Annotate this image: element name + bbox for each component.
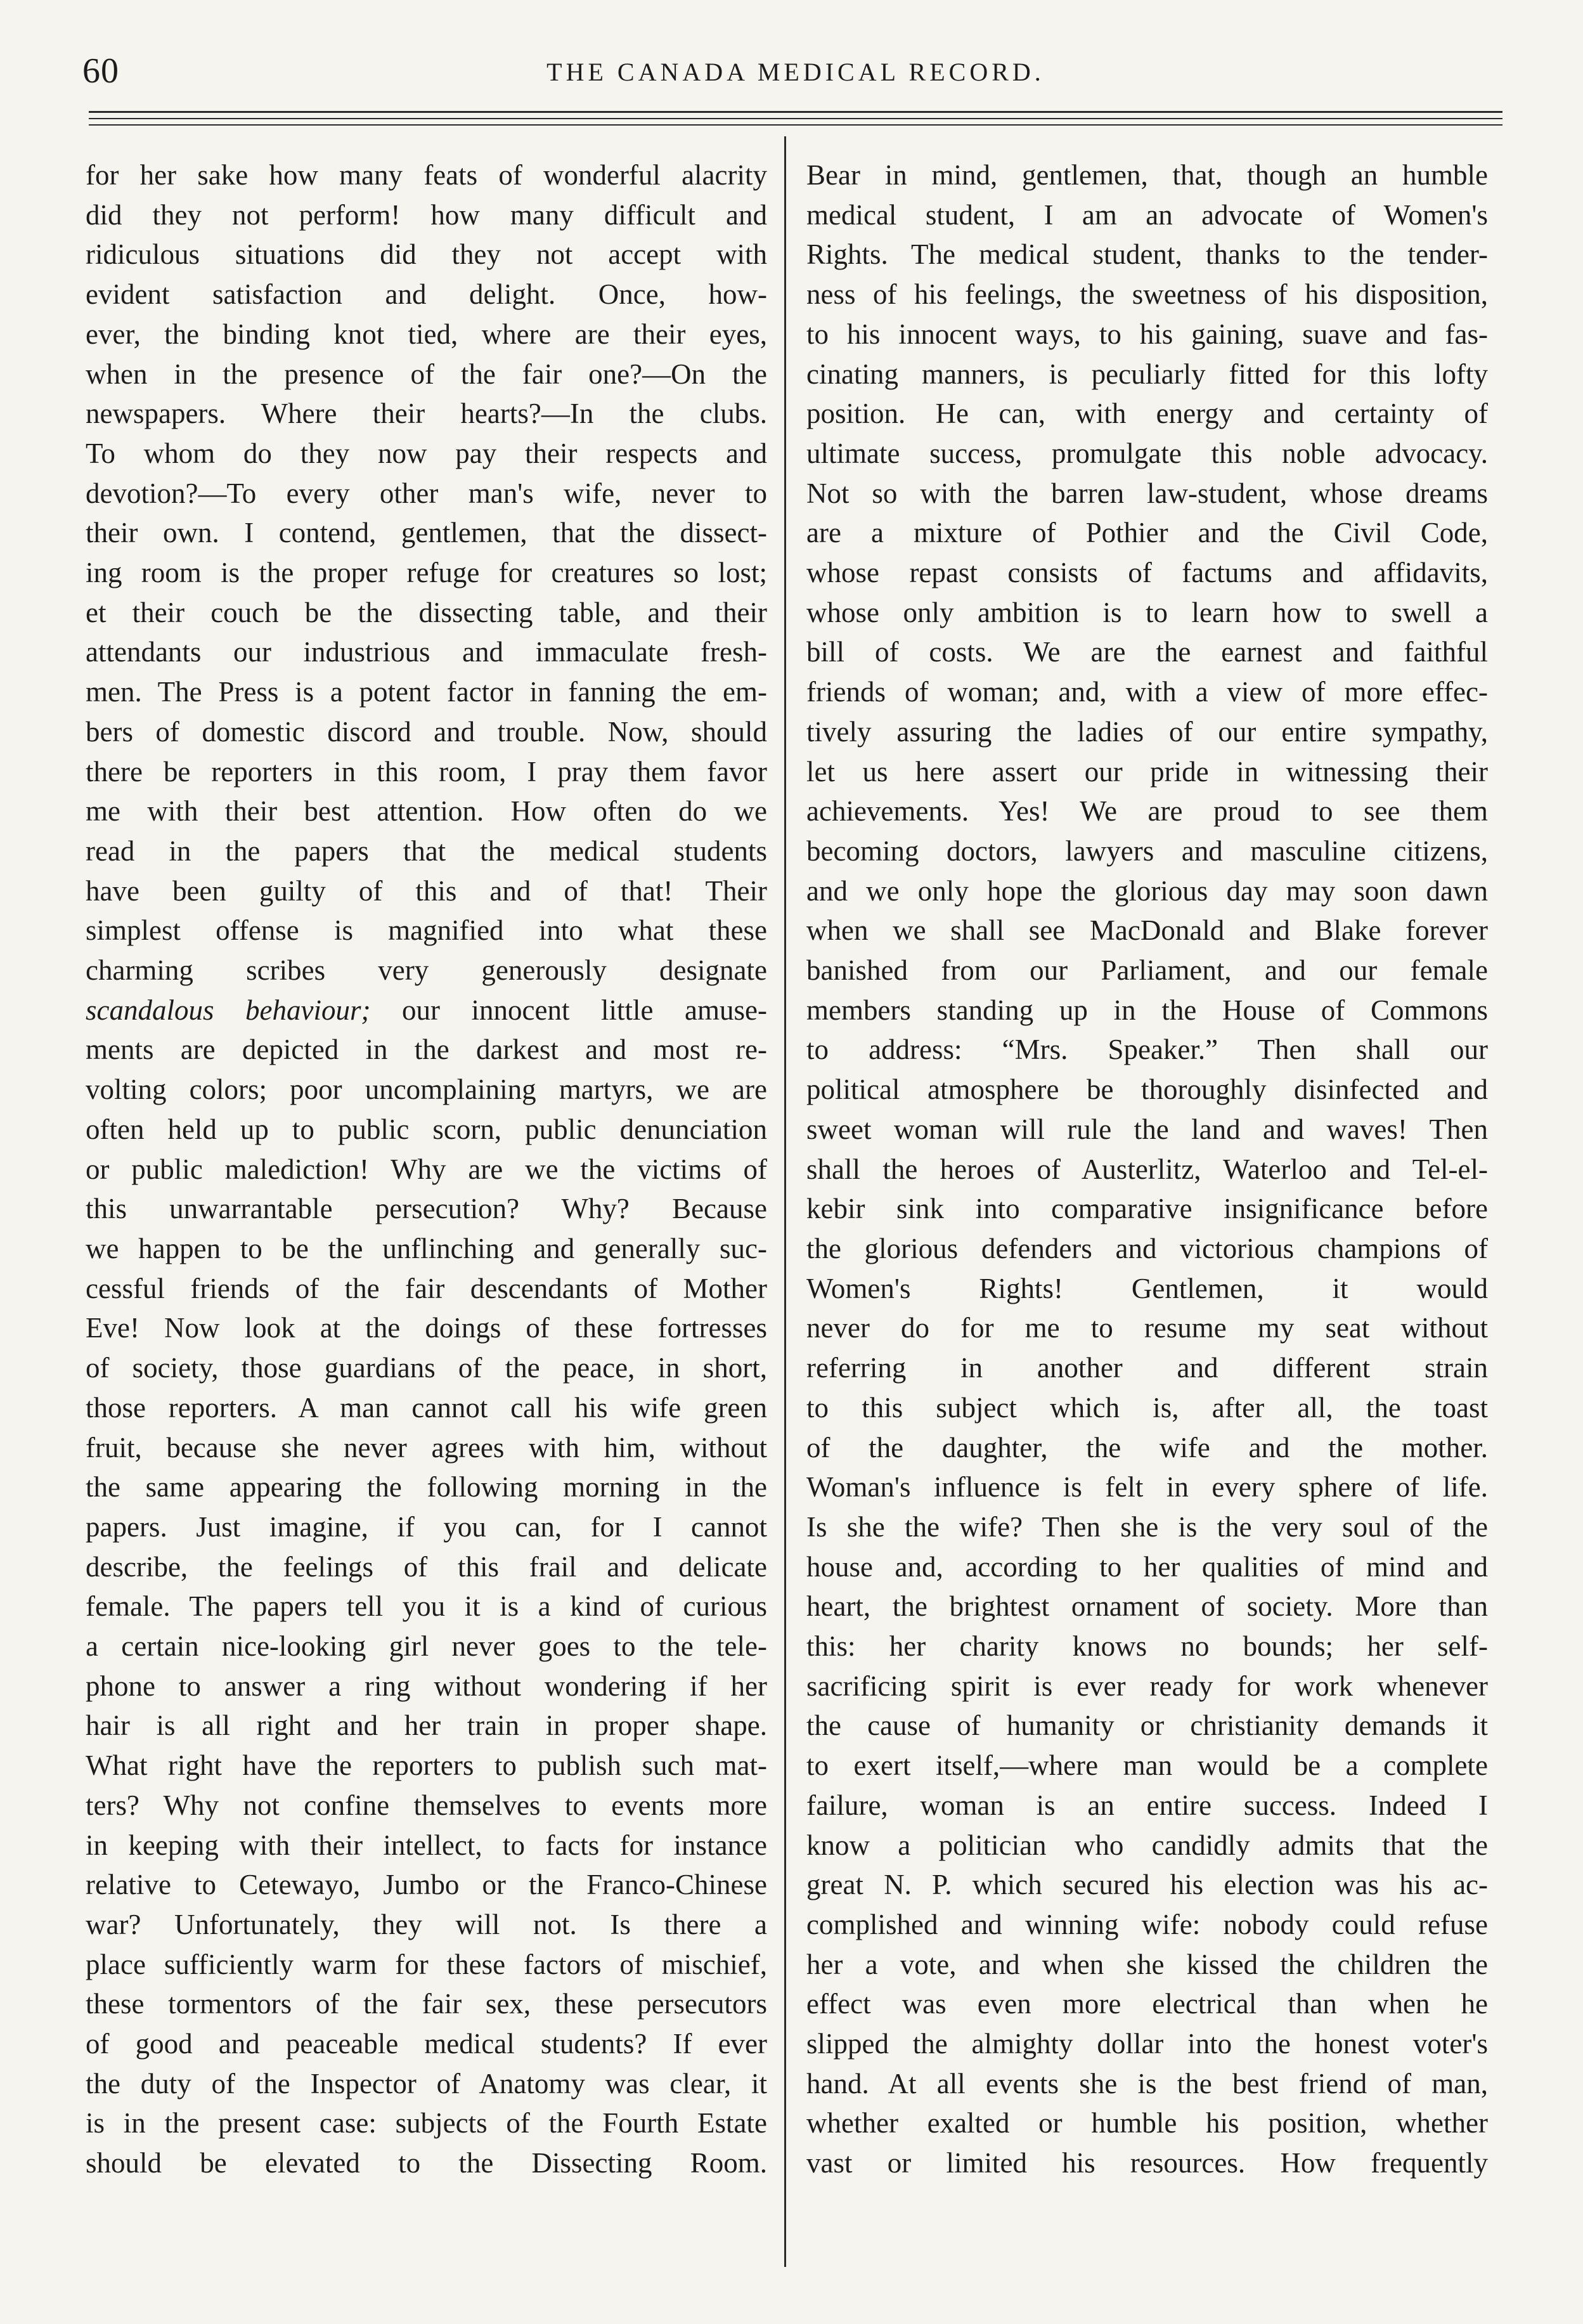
header-rule-bottom [89, 124, 1502, 126]
text-line: war? Unfortunately, they will not. Is there a [86, 1908, 767, 1940]
text-line: kebir sink into comparative insignificance before [806, 1193, 1488, 1225]
text-line: have been guilty of this and of that! Their [86, 874, 767, 907]
text-line: ness of his feelings, the sweetness of his disposition, [806, 278, 1488, 311]
text-line: ters? Why not confine themselves to events more [86, 1789, 767, 1821]
right-text-column [806, 155, 1488, 2183]
text-line: banished from our Parliament, and our female [806, 954, 1488, 987]
text-line: should be elevated to the Dissecting Room. [86, 2147, 767, 2179]
text-line: ever, the binding knot tied, where are their eyes, [86, 318, 767, 350]
text-line: phone to answer a ring without wondering if her [86, 1670, 767, 1702]
text-line: devotion?—To every other man's wife, never to [86, 477, 767, 509]
text-line: the duty of the Inspector of Anatomy was clear, it [86, 2067, 767, 2100]
text-line: describe, the feelings of this frail and delicate [86, 1550, 767, 1583]
text-line: hand. At all events she is the best friend of man, [806, 2067, 1488, 2100]
text-line: when we shall see MacDonald and Blake forever [806, 914, 1488, 947]
text-line: to his innocent ways, to his gaining, suave and fas- [806, 318, 1488, 350]
text-line: or public malediction! Why are we the victims of [86, 1153, 767, 1185]
text-line: complished and winning wife: nobody could refuse [806, 1908, 1488, 1940]
text-line: cessful friends of the fair descendants of Mother [86, 1272, 767, 1304]
text-line: newspapers. Where their hearts?—In the clubs. [86, 398, 767, 430]
text-line: Rights. The medical student, thanks to the tender- [806, 238, 1488, 271]
text-line: volting colors; poor uncomplaining martyrs, we are [86, 1074, 767, 1106]
running-title: THE CANADA MEDICAL RECORD. [546, 58, 1045, 86]
text-line: heart, the brightest ornament of society. More than [806, 1590, 1488, 1623]
text-line: these tormentors of the fair sex, these persecutors [86, 1988, 767, 2020]
text-line: failure, woman is an entire success. Indeed I [806, 1789, 1488, 1821]
text-line: to exert itself,—where man would be a complete [806, 1749, 1488, 1782]
text-line: to this subject which is, after all, the toast [806, 1391, 1488, 1424]
text-line: her a vote, and when she kissed the children the [806, 1948, 1488, 1980]
text-line: Bear in mind, gentlemen, that, though an humble [806, 159, 1488, 191]
text-line: medical student, I am an advocate of Women's [806, 198, 1488, 231]
text-line: whose repast consists of factums and affidavits, [806, 557, 1488, 589]
text-line: slipped the almighty dollar into the honest voter's [806, 2028, 1488, 2060]
text-line: read in the papers that the medical students [86, 834, 767, 867]
text-line: To whom do they now pay their respects and [86, 437, 767, 469]
text-line: of the daughter, the wife and the mother. [806, 1431, 1488, 1464]
text-line: bill of costs. We are the earnest and faithful [806, 636, 1488, 668]
text-line: friends of woman; and, with a view of more effec- [806, 676, 1488, 708]
text-line: members standing up in the House of Commons [806, 994, 1488, 1026]
text-line: fruit, because she never agrees with him, without [86, 1431, 767, 1464]
italic-phrase: scandalous behaviour; [86, 994, 371, 1026]
text-line: becoming doctors, lawyers and masculine citizens, [806, 834, 1488, 867]
text-line: whether exalted or humble his position, whether [806, 2107, 1488, 2139]
text-line: relative to Cetewayo, Jumbo or the Franco-Chinese [86, 1869, 767, 1901]
text-line: the same appearing the following morning in the [86, 1471, 767, 1503]
text-line: house and, according to her qualities of mind and [806, 1550, 1488, 1583]
text-line: ments are depicted in the darkest and most re- [86, 1034, 767, 1066]
text-line: What right have the reporters to publish such mat- [86, 1749, 767, 1782]
text-line: when in the presence of the fair one?—On the [86, 358, 767, 390]
text-line: Women's Rights! Gentlemen, it would [806, 1272, 1488, 1304]
text-line: often held up to public scorn, public denunciation [86, 1113, 767, 1145]
text-line: et their couch be the dissecting table, and their [86, 596, 767, 628]
text-line: me with their best attention. How often do we [86, 795, 767, 828]
column-divider [784, 136, 786, 2267]
text-line: never do for me to resume my seat without [806, 1312, 1488, 1344]
text-line: for her sake how many feats of wonderful alacrity [86, 159, 767, 191]
text-line: sweet woman will rule the land and waves! Then [806, 1113, 1488, 1145]
text-line: hair is all right and her train in proper shape. [86, 1710, 767, 1742]
text-line: Eve! Now look at the doings of these fortresses [86, 1312, 767, 1344]
text-line: let us here assert our pride in witnessing their [806, 755, 1488, 788]
text-line: position. He can, with energy and certainty of [806, 398, 1488, 430]
text-line: great N. P. which secured his election was his ac- [806, 1869, 1488, 1901]
text-line: political atmosphere be thoroughly disinfected and [806, 1074, 1488, 1106]
text-line: referring in another and different strain [806, 1352, 1488, 1384]
text-line: ridiculous situations did they not accept with [86, 238, 767, 271]
left-text-column [86, 155, 767, 2183]
text-line: sacrificing spirit is ever ready for work whenever [806, 1670, 1488, 1702]
text-line: papers. Just imagine, if you can, for I cannot [86, 1510, 767, 1543]
text-line: achievements. Yes! We are proud to see them [806, 795, 1488, 828]
text-line: know a politician who candidly admits that the [806, 1829, 1488, 1861]
header-rule-middle [89, 118, 1502, 119]
text-line: their own. I contend, gentlemen, that the dissect- [86, 517, 767, 549]
text-line: there be reporters in this room, I pray them favor [86, 755, 767, 788]
text-line: those reporters. A man cannot call his wife green [86, 1391, 767, 1424]
text-line: evident satisfaction and delight. Once, how- [86, 278, 767, 311]
text-line: whose only ambition is to learn how to swell a [806, 596, 1488, 628]
text-line: in keeping with their intellect, to facts for instance [86, 1829, 767, 1861]
text-line: Not so with the barren law-student, whose dreams [806, 477, 1488, 509]
text-line: and we only hope the glorious day may soon dawn [806, 874, 1488, 907]
text-line: place sufficiently warm for these factors of mischief, [86, 1948, 767, 1980]
text-line: attendants our industrious and immaculate fresh- [86, 636, 767, 668]
page-header [82, 51, 1509, 101]
text-line: shall the heroes of Austerlitz, Waterloo and Tel-el- [806, 1153, 1488, 1185]
text-line: the cause of humanity or christianity demands it [806, 1710, 1488, 1742]
header-rule-top [89, 111, 1502, 113]
text-line: a certain nice-looking girl never goes to the tele- [86, 1630, 767, 1663]
text-line: bers of domestic discord and trouble. Now, should [86, 715, 767, 748]
text-line: simplest offense is magnified into what these [86, 914, 767, 947]
text-line: tively assuring the ladies of our entire sympathy, [806, 715, 1488, 748]
text-line: we happen to be the unflinching and generally suc- [86, 1232, 767, 1264]
text-line: of good and peaceable medical students? If ever [86, 2028, 767, 2060]
text-line: Is she the wife? Then she is the very soul of the [806, 1510, 1488, 1543]
text-line: effect was even more electrical than when he [806, 1988, 1488, 2020]
text-line: did they not perform! how many difficult and [86, 198, 767, 231]
text-line: to address: “Mrs. Speaker.” Then shall our [806, 1034, 1488, 1066]
text-line: charming scribes very generously designate [86, 954, 767, 987]
text-line: scandalous behaviour; our innocent little amuse- [86, 994, 767, 1026]
text-line: vast or limited his resources. How frequently [806, 2147, 1488, 2179]
text-line: female. The papers tell you it is a kind of curious [86, 1590, 767, 1623]
text-line: are a mixture of Pothier and the Civil Code, [806, 517, 1488, 549]
text-line: Woman's influence is felt in every sphere of life. [806, 1471, 1488, 1503]
text-line: this unwarrantable persecution? Why? Because [86, 1193, 767, 1225]
text-line: ing room is the proper refuge for creatures so lost; [86, 557, 767, 589]
text-line: the glorious defenders and victorious champions of [806, 1232, 1488, 1264]
text-line: ultimate success, promulgate this noble advocacy. [806, 437, 1488, 469]
text-line: men. The Press is a potent factor in fanning the em- [86, 676, 767, 708]
text-line: cinating manners, is peculiarly fitted for this lofty [806, 358, 1488, 390]
text-line: of society, those guardians of the peace, in short, [86, 1352, 767, 1384]
text-line: is in the present case: subjects of the Fourth Estate [86, 2107, 767, 2139]
page-number: 60 [82, 51, 119, 91]
text-line: this: her charity knows no bounds; her self- [806, 1630, 1488, 1663]
